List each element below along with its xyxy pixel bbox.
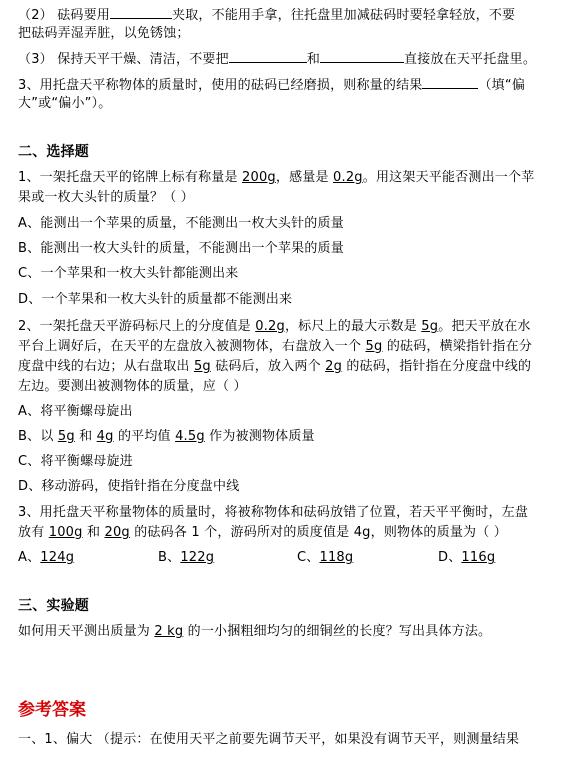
- option-b: B、能测出一枚大头针的质量，不能测出一个苹果的质量: [18, 241, 344, 256]
- option-c: C、一个苹果和一枚大头针都能测出来: [18, 266, 239, 281]
- text-fragment: B、以: [18, 429, 58, 444]
- option-d: D、一个苹果和一枚大头针的质量都不能测出来: [18, 292, 293, 307]
- fill-blank[interactable]: [110, 6, 172, 19]
- option-b: [158, 550, 214, 566]
- text-fragment: （填“偏: [478, 78, 526, 93]
- text-line: 一、1、偏大 （提示：在使用天平之前要先调节天平，如果没有调节天平，则测量结果: [18, 732, 520, 747]
- text-fragment: 的砝码，横梁指针指在分: [382, 339, 533, 354]
- value-text: 5g: [57, 429, 75, 444]
- option-a: A、将平衡螺母旋出: [18, 404, 133, 419]
- text-fragment: 和: [306, 52, 321, 67]
- text-line: [18, 76, 564, 94]
- value-text: 4.5g: [175, 429, 205, 444]
- text-line: [18, 339, 564, 355]
- value-text: 124g: [40, 550, 75, 565]
- text-fragment: 的砝码，指针指在分度盘中线的: [342, 359, 532, 374]
- fill-blank[interactable]: [422, 76, 478, 89]
- value-text: 2 kg: [154, 624, 184, 639]
- text-line: [18, 525, 564, 541]
- value-text: 200g: [242, 170, 276, 185]
- text-fragment: 。把天平放在水: [438, 319, 531, 334]
- value-text: 5g: [365, 339, 383, 354]
- text-line: [18, 170, 564, 186]
- text-line: [18, 624, 564, 640]
- value-text: 5g: [421, 319, 439, 334]
- value-text: 5g: [193, 359, 211, 374]
- option-a: A、能测出一个苹果的质量，不能测出一枚大头针的质量: [18, 216, 344, 231]
- text-fragment: 放有: [18, 525, 49, 540]
- option-b: [18, 429, 564, 445]
- text-fragment: 。用这架天平能否测出一个苹: [362, 170, 535, 185]
- text-fragment: 平台上调好后，在天平的左盘放入被测物体，右盘放入一个: [18, 339, 366, 354]
- text-line: 左边。要测出被测物体的质量，应（ ）: [18, 379, 247, 394]
- value-text: 100g: [48, 525, 83, 540]
- value-text: 0.2g: [255, 319, 285, 334]
- text-fragment: 的一小捆粗细均匀的细铜丝的长度？写出具体方法。: [183, 624, 492, 639]
- text-fragment: 作为被测物体质量: [204, 429, 315, 444]
- value-text: 2g: [325, 359, 343, 374]
- option-c: C、将平衡螺母旋进: [18, 454, 133, 469]
- text-fragment: ，感量是: [275, 170, 334, 185]
- value-text: 4g: [96, 429, 114, 444]
- text-fragment: 3、用托盘天平称物体的质量时，使用的砝码已经磨损，则称量的结果: [18, 78, 423, 93]
- text-fragment: ，标尺上的最大示数是: [284, 319, 422, 334]
- value-text: 118g: [319, 550, 354, 565]
- option-c: [297, 550, 353, 566]
- text-fragment: 1、一架托盘天平的铭牌上标有称量是: [18, 170, 243, 185]
- value-text: 116g: [461, 550, 496, 565]
- fill-blank[interactable]: [320, 50, 404, 63]
- text-fragment: 夹取，不能用手拿，往托盘里加减砝码时要轻拿轻放，不要: [172, 8, 516, 23]
- value-text: 0.2g: [333, 170, 363, 185]
- text-fragment: A、: [18, 550, 41, 565]
- text-fragment: C、: [297, 550, 320, 565]
- section-heading-experiment: 三、实验题: [18, 598, 89, 614]
- text-fragment: （2） 砝码要用: [18, 8, 111, 23]
- text-fragment: 直接放在天平托盘里。: [404, 52, 537, 67]
- text-fragment: 砝码后，放入两个: [210, 359, 326, 374]
- text-fragment: 2、一架托盘天平游码标尺上的分度值是: [18, 319, 256, 334]
- option-d: [438, 550, 495, 566]
- text-line: [18, 6, 564, 24]
- text-fragment: B、: [158, 550, 181, 565]
- text-fragment: D、: [438, 550, 462, 565]
- text-fragment: 和: [82, 525, 105, 540]
- text-fragment: 如何用天平测出质量为: [18, 624, 155, 639]
- text-line: [18, 50, 564, 68]
- answer-section-title: 参考答案: [18, 700, 86, 720]
- value-text: 20g: [104, 525, 130, 540]
- option-a: [18, 550, 74, 566]
- text-line: 果或一枚大头针的质量？（ ）: [18, 190, 194, 205]
- text-fragment: 的平均值: [113, 429, 176, 444]
- text-line: [18, 359, 564, 375]
- text-line: 3、用托盘天平称量物体的质量时，将被称物体和砝码放错了位置，若天平平衡时，左盘: [18, 505, 529, 520]
- fill-blank[interactable]: [229, 50, 307, 63]
- text-fragment: （3） 保持天平干燥、清洁，不要把: [18, 52, 229, 67]
- text-fragment: 的砝码各 1 个，游码所对的质度值是 4g，则物体的质量为（ ）: [129, 525, 507, 540]
- text-fragment: 和: [74, 429, 97, 444]
- text-line: 把砝码弄湿弄脏，以免锈蚀；: [18, 26, 190, 41]
- text-fragment: 度盘中线的右边；从右盘取出: [18, 359, 194, 374]
- text-line: 大”或“偏小”）。: [18, 96, 112, 111]
- value-text: 122g: [180, 550, 215, 565]
- text-line: [18, 319, 564, 335]
- section-heading-choice: 二、选择题: [18, 144, 89, 160]
- option-d: D、移动游码，使指针指在分度盘中线: [18, 479, 240, 494]
